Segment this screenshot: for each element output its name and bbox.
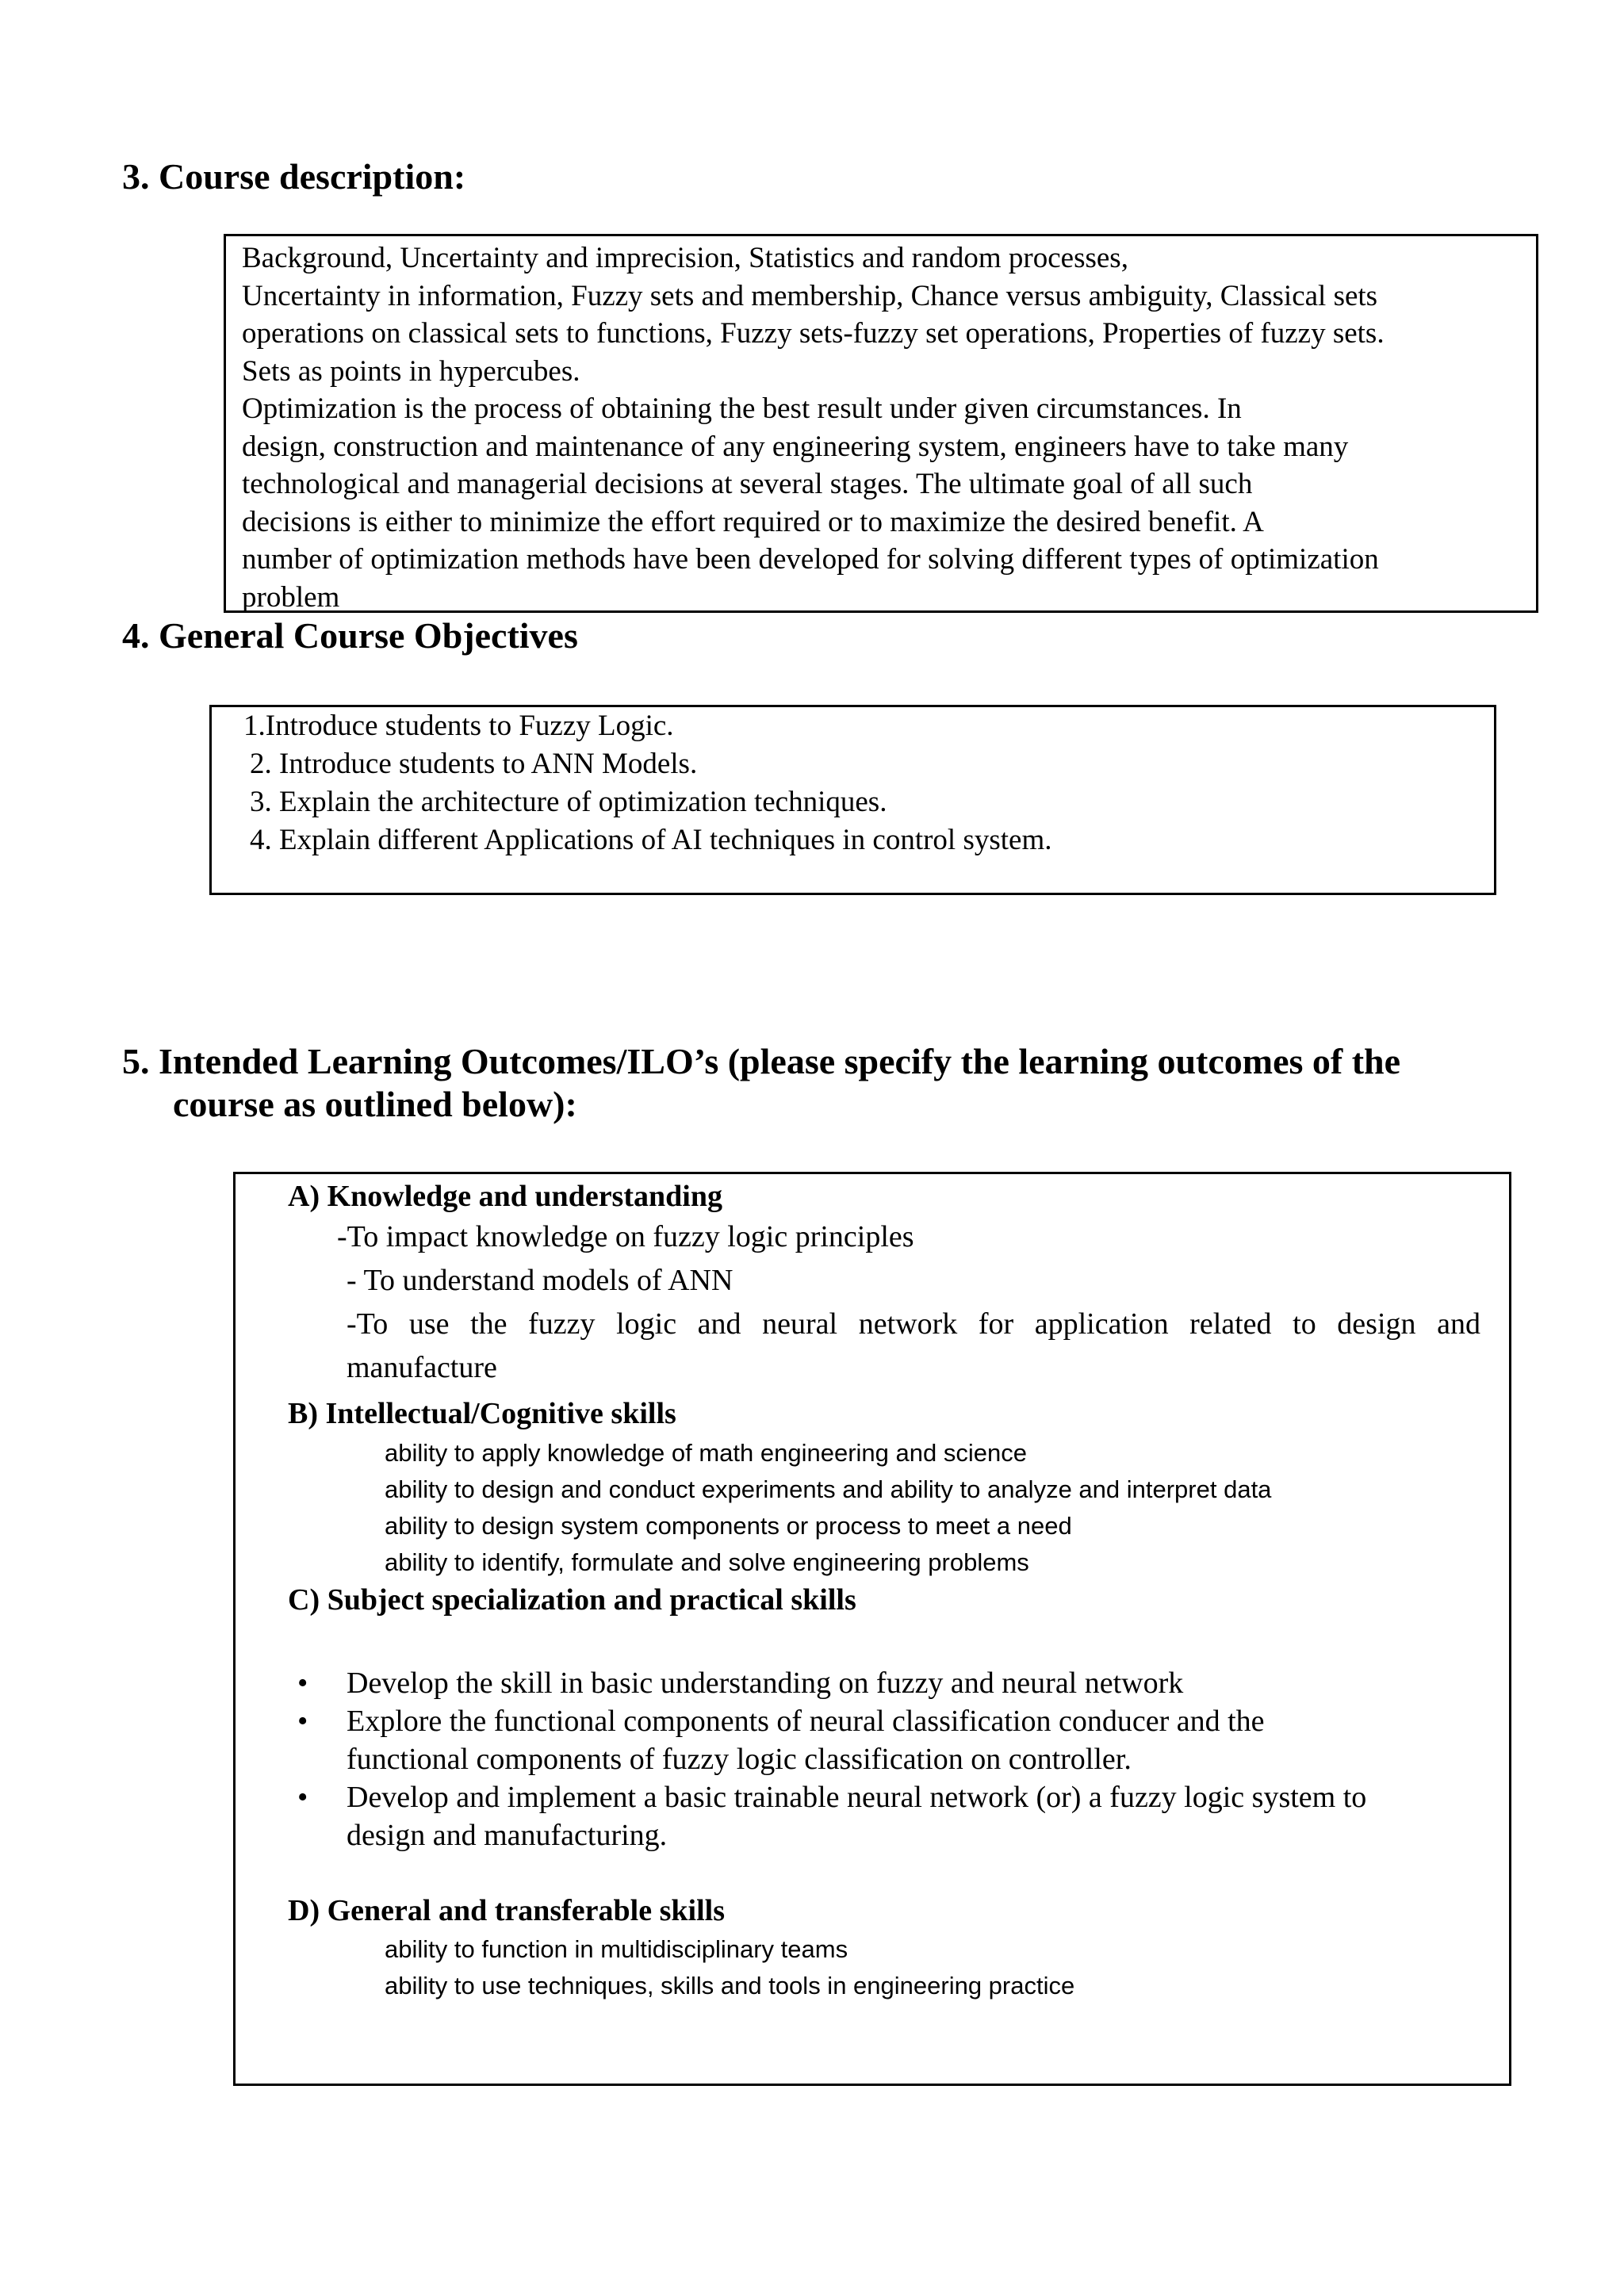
- bullet-dot-icon: •: [297, 1705, 308, 1738]
- bullet-text: functional components of fuzzy logic classification on controller.: [347, 1743, 1132, 1776]
- ilo-heading-line2: course as outlined below):: [173, 1084, 577, 1124]
- description-line: technological and managerial decisions at several stages. The ultimate goal of all such: [242, 468, 1253, 500]
- description-line: Uncertainty in information, Fuzzy sets and membership, Chance versus ambiguity, Classical sets: [242, 279, 1378, 312]
- course-objectives-heading: 4. General Course Objectives: [122, 615, 578, 656]
- objective-item: 2. Introduce students to ANN Models.: [250, 748, 698, 780]
- description-line: Sets as points in hypercubes.: [242, 354, 580, 388]
- ilo-c-title: C) Subject specialization and practical skills: [288, 1583, 856, 1617]
- description-line: Background, Uncertainty and imprecision, Statistics and random processes,: [242, 242, 1128, 274]
- ilo-b-line: ability to apply knowledge of math engineering and science: [385, 1439, 1027, 1467]
- ilo-b-title: B) Intellectual/Cognitive skills: [288, 1397, 676, 1430]
- bullet-text: Develop the skill in basic understanding on fuzzy and neural network: [347, 1667, 1184, 1700]
- description-line: Optimization is the process of obtaining the best result under given circumstances. In: [242, 392, 1242, 425]
- course-description-heading: 3. Course description:: [122, 156, 466, 197]
- ilo-heading-line1: 5. Intended Learning Outcomes/ILO’s (please specify the learning outcomes of the: [122, 1041, 1401, 1081]
- ilo-b-line: ability to identify, formulate and solve engineering problems: [385, 1548, 1029, 1576]
- bullet-dot-icon: •: [297, 1667, 308, 1700]
- objective-item: 3. Explain the architecture of optimization techniques.: [250, 786, 887, 818]
- course-description-box: [224, 234, 1538, 613]
- ilo-a-title: A) Knowledge and understanding: [288, 1180, 722, 1213]
- ilo-a-line: -To impact knowledge on fuzzy logic principles: [337, 1220, 914, 1253]
- bullet-text: Develop and implement a basic trainable neural network (or) a fuzzy logic system to: [347, 1781, 1367, 1814]
- description-line: problem: [242, 580, 340, 614]
- ilo-d-line: ability to use techniques, skills and tools in engineering practice: [385, 1972, 1075, 1999]
- ilo-b-line: ability to design system components or process to meet a need: [385, 1512, 1072, 1540]
- description-line: decisions is either to minimize the effort required or to maximize the desired benefit. A: [242, 505, 1264, 538]
- bullet-dot-icon: •: [297, 1781, 308, 1814]
- ilo-a-line: -To use the fuzzy logic and neural network for application related to design and: [347, 1307, 1480, 1341]
- ilo-d-title: D) General and transferable skills: [288, 1894, 725, 1927]
- description-line: number of optimization methods have been developed for solving different types of optimization: [242, 543, 1379, 576]
- ilo-b-line: ability to design and conduct experiments and ability to analyze and interpret data: [385, 1475, 1272, 1503]
- objective-item: 4. Explain different Applications of AI techniques in control system.: [250, 824, 1052, 856]
- description-line: operations on classical sets to functions, Fuzzy sets-fuzzy set operations, Properties of fuzzy sets.: [242, 317, 1385, 350]
- ilo-d-line: ability to function in multidisciplinary teams: [385, 1935, 848, 1963]
- description-line: design, construction and maintenance of any engineering system, engineers have to take many: [242, 430, 1349, 463]
- course-objectives-box: [209, 705, 1496, 895]
- bullet-text: design and manufacturing.: [347, 1819, 668, 1852]
- ilo-box: [233, 1172, 1511, 2086]
- objective-item: 1.Introduce students to Fuzzy Logic.: [243, 710, 674, 742]
- ilo-a-line: - To understand models of ANN: [347, 1264, 733, 1297]
- bullet-text: Explore the functional components of neural classification conducer and the: [347, 1705, 1265, 1738]
- ilo-a-line: manufacture: [347, 1351, 497, 1384]
